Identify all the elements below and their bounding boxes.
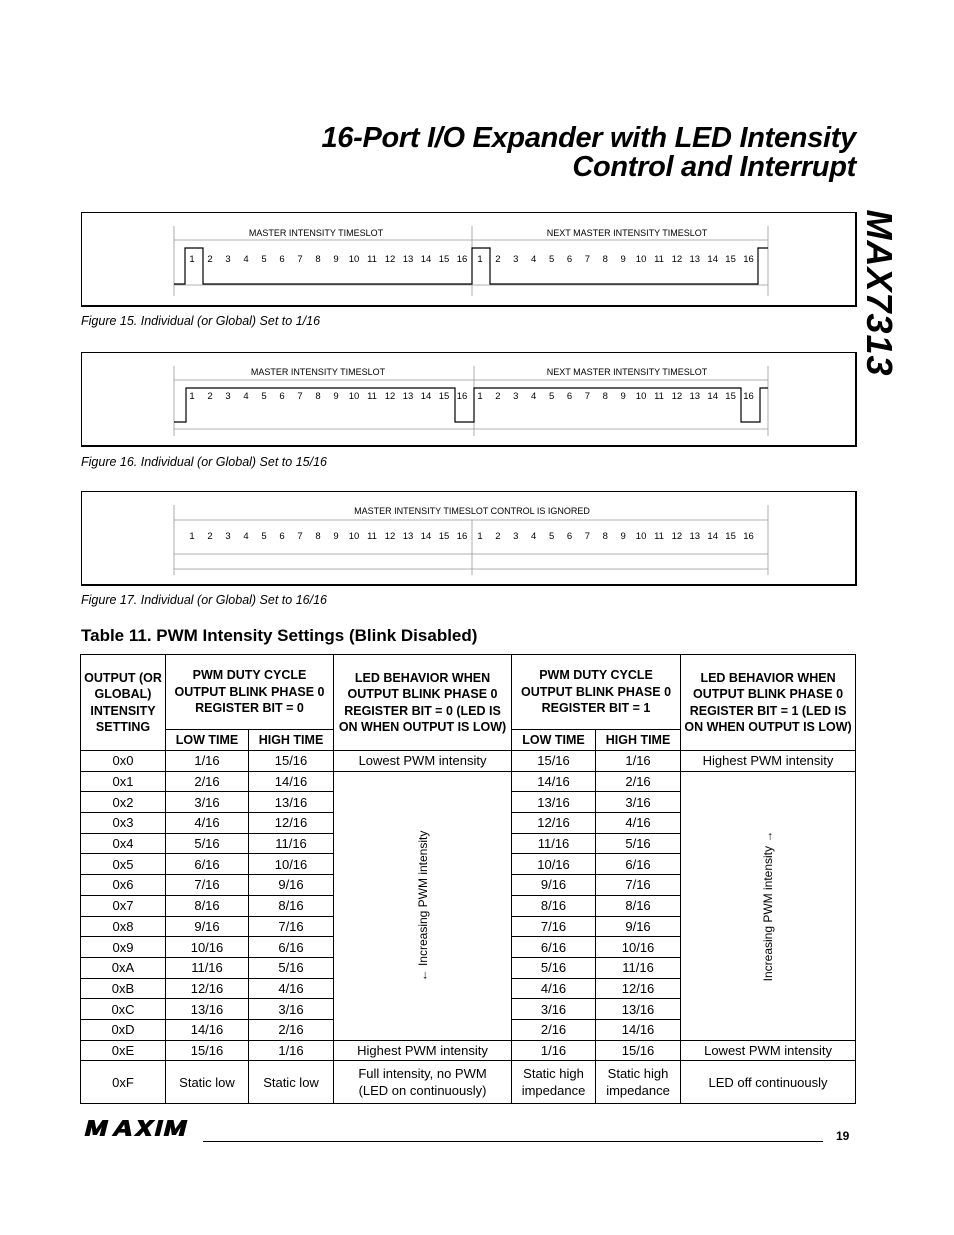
cell-high1: 1/16 [596, 751, 681, 772]
cell-setting: 0x7 [81, 895, 166, 916]
timeslot-number: 9 [620, 531, 626, 542]
cell-led0: Full intensity, no PWM (LED on continuously) [334, 1061, 512, 1104]
cell-low0: 6/16 [166, 854, 249, 875]
timeslot-number: 15 [725, 391, 736, 402]
fig15-label-left: MASTER INTENSITY TIMESLOT [248, 228, 384, 238]
cell-high0: Static low [249, 1061, 334, 1104]
cell-high1: 3/16 [596, 792, 681, 813]
cell-high0: 15/16 [249, 751, 334, 772]
increasing-intensity-right-label: Increasing PWM intensity → [761, 830, 776, 982]
cell-led1: Lowest PWM intensity [681, 1040, 856, 1061]
timeslot-number: 7 [584, 254, 591, 265]
cell-low0: Static low [166, 1061, 249, 1104]
timeslot-number: 8 [602, 391, 608, 402]
header-output-setting: OUTPUT (OR GLOBAL) INTENSITY SETTING [81, 655, 166, 751]
timing-diagram-17 [82, 492, 855, 584]
timeslot-number: 14 [420, 391, 432, 402]
timeslot-number: 8 [602, 531, 608, 542]
header-low-time-0: LOW TIME [166, 730, 249, 751]
timeslot-number: 8 [315, 391, 321, 402]
maxim-logo [83, 1118, 193, 1138]
cell-setting: 0xB [81, 978, 166, 999]
cell-setting: 0x2 [81, 792, 166, 813]
cell-low0: 9/16 [166, 916, 249, 937]
cell-low1: 14/16 [512, 771, 596, 792]
cell-low0: 4/16 [166, 813, 249, 834]
cell-high1: 7/16 [596, 875, 681, 896]
timeslot-number: 4 [243, 391, 249, 402]
timeslot-number: 7 [297, 531, 303, 542]
cell-high1: 8/16 [596, 895, 681, 916]
header-low-time-1: LOW TIME [512, 730, 596, 751]
header-led-phase1: LED BEHAVIOR WHEN OUTPUT BLINK PHASE 0 REGISTER BIT = 1 (LED IS ON WHEN OUTPUT IS LOW) [681, 655, 856, 751]
cell-setting: 0x8 [81, 916, 166, 937]
cell-setting: 0x3 [81, 813, 166, 834]
timeslot-number: 5 [261, 391, 267, 402]
timeslot-number: 4 [531, 254, 537, 265]
cell-high0: 3/16 [249, 999, 334, 1020]
timeslot-number: 11 [367, 391, 377, 402]
header-pwm-phase1: PWM DUTY CYCLE OUTPUT BLINK PHASE 0 REGISTER BIT = 1 [512, 655, 681, 730]
figure-15-caption: Figure 15. Individual (or Global) Set to 1/16 [81, 314, 321, 328]
timeslot-number: 5 [548, 254, 555, 265]
cell-low1: Static high impedance [512, 1061, 596, 1104]
fig16-label-left: MASTER INTENSITY TIMESLOT [250, 367, 386, 377]
figure-16-caption: Figure 16. Individual (or Global) Set to 15/16 [81, 455, 327, 469]
timeslot-number: 13 [689, 531, 701, 542]
timeslot-number: 16 [743, 391, 754, 402]
timeslot-number: 8 [315, 531, 321, 542]
cell-low1: 11/16 [512, 833, 596, 854]
cell-high0: 14/16 [249, 771, 334, 792]
timeslot-number: 13 [402, 391, 414, 402]
figure-17-caption: Figure 17. Individual (or Global) Set to 16/16 [81, 593, 327, 607]
cell-led1-increasing [681, 771, 856, 1040]
fig16-label-right: NEXT MASTER INTENSITY TIMESLOT [546, 367, 708, 377]
timeslot-number: 10 [635, 531, 647, 542]
timeslot-number: 6 [566, 254, 573, 265]
cell-high0: 11/16 [249, 833, 334, 854]
timeslot-number: 4 [531, 391, 537, 402]
cell-low1: 10/16 [512, 854, 596, 875]
cell-low1: 12/16 [512, 813, 596, 834]
table-body [81, 751, 856, 1104]
timeslot-number: 9 [333, 531, 339, 542]
side-part-number: MAX7313 [859, 209, 900, 377]
cell-setting: 0xF [81, 1061, 166, 1104]
timeslot-number: 11 [654, 254, 664, 265]
cell-high0: 6/16 [249, 937, 334, 958]
timeslot-number: 12 [671, 531, 683, 542]
timeslot-number: 15 [438, 391, 450, 402]
cell-led0-increasing [334, 771, 512, 1040]
footer-rule [203, 1141, 823, 1142]
timeslot-number: 14 [420, 254, 432, 265]
cell-high1: 5/16 [596, 833, 681, 854]
timeslot-number: 16 [456, 254, 468, 265]
timeslot-number: 14 [707, 391, 718, 402]
timeslot-number: 2 [207, 531, 213, 542]
cell-high0: 1/16 [249, 1040, 334, 1061]
timeslot-number: 12 [384, 391, 396, 402]
timeslot-number: 5 [548, 391, 555, 402]
cell-high1: 9/16 [596, 916, 681, 937]
timeslot-number: 15 [725, 531, 736, 542]
timeslot-number: 14 [707, 531, 718, 542]
cell-low1: 4/16 [512, 978, 596, 999]
timeslot-number: 2 [495, 391, 501, 402]
cell-high0: 9/16 [249, 875, 334, 896]
timeslot-number: 12 [384, 531, 396, 542]
cell-setting: 0x9 [81, 937, 166, 958]
timeslot-number: 1 [189, 391, 195, 402]
timeslot-number: 1 [477, 254, 483, 265]
timing-diagram-16 [82, 353, 855, 445]
cell-high0: 10/16 [249, 854, 334, 875]
timeslot-number: 9 [620, 391, 626, 402]
cell-led0: Highest PWM intensity [334, 1040, 512, 1061]
timeslot-number: 8 [315, 254, 321, 265]
cell-low1: 1/16 [512, 1040, 596, 1061]
timeslot-number: 3 [225, 254, 231, 265]
cell-high1: 13/16 [596, 999, 681, 1020]
cell-low1: 7/16 [512, 916, 596, 937]
fig17-label-center: MASTER INTENSITY TIMESLOT CONTROL IS IGNORED [354, 506, 590, 516]
timeslot-number: 3 [513, 254, 519, 265]
cell-setting: 0x4 [81, 833, 166, 854]
cell-setting: 0x1 [81, 771, 166, 792]
timeslot-number: 10 [635, 391, 647, 402]
timing-diagram-15 [82, 213, 855, 305]
cell-low1: 3/16 [512, 999, 596, 1020]
page-title: 16-Port I/O Expander with LED Intensity Control and Interrupt [321, 122, 856, 183]
timeslot-number: 6 [566, 391, 573, 402]
timeslot-number: 10 [348, 391, 360, 402]
cell-low1: 8/16 [512, 895, 596, 916]
cell-high1: Static high impedance [596, 1061, 681, 1104]
cell-low0: 2/16 [166, 771, 249, 792]
timeslot-number: 6 [279, 254, 285, 265]
timeslot-number: 11 [654, 391, 664, 402]
cell-setting: 0xE [81, 1040, 166, 1061]
timeslot-number: 11 [654, 531, 664, 542]
timeslot-number: 14 [707, 254, 718, 265]
timeslot-number: 1 [477, 391, 483, 402]
cell-high0: 8/16 [249, 895, 334, 916]
cell-low1: 9/16 [512, 875, 596, 896]
cell-high1: 6/16 [596, 854, 681, 875]
cell-setting: 0xA [81, 957, 166, 978]
timeslot-number: 15 [725, 254, 736, 265]
header-high-time-1: HIGH TIME [596, 730, 681, 751]
timeslot-number: 15 [438, 531, 450, 542]
figure-15 [81, 212, 857, 307]
cell-low0: 8/16 [166, 895, 249, 916]
cell-low0: 13/16 [166, 999, 249, 1020]
cell-low0: 10/16 [166, 937, 249, 958]
cell-low1: 5/16 [512, 957, 596, 978]
timeslot-number: 4 [243, 531, 249, 542]
cell-low1: 13/16 [512, 792, 596, 813]
timeslot-number: 9 [333, 391, 339, 402]
timeslot-number: 7 [584, 391, 591, 402]
cell-low0: 1/16 [166, 751, 249, 772]
fig15-label-right: NEXT MASTER INTENSITY TIMESLOT [546, 228, 708, 238]
header-high-time-0: HIGH TIME [249, 730, 334, 751]
cell-high1: 15/16 [596, 1040, 681, 1061]
cell-setting: 0x5 [81, 854, 166, 875]
cell-low0: 12/16 [166, 978, 249, 999]
cell-high1: 12/16 [596, 978, 681, 999]
figure-17 [81, 491, 857, 586]
timeslot-number: 12 [384, 254, 396, 265]
timeslot-number: 16 [456, 531, 468, 542]
timeslot-number: 7 [584, 531, 591, 542]
timeslot-number: 1 [189, 531, 195, 542]
timeslot-number: 7 [297, 391, 303, 402]
timeslot-number: 9 [333, 254, 339, 265]
timeslot-number: 12 [671, 254, 683, 265]
timeslot-number: 13 [402, 254, 414, 265]
cell-high1: 4/16 [596, 813, 681, 834]
timeslot-number: 3 [225, 391, 231, 402]
timeslot-number: 16 [743, 254, 754, 265]
table-row [81, 771, 856, 792]
timeslot-number: 15 [438, 254, 450, 265]
cell-led0: Lowest PWM intensity [334, 751, 512, 772]
cell-setting: 0xC [81, 999, 166, 1020]
cell-high0: 4/16 [249, 978, 334, 999]
timeslot-number: 10 [348, 254, 360, 265]
timeslot-number: 2 [207, 391, 213, 402]
timeslot-number: 3 [225, 531, 231, 542]
timeslot-number: 14 [420, 531, 432, 542]
cell-low1: 2/16 [512, 1019, 596, 1040]
header-led-phase0: LED BEHAVIOR WHEN OUTPUT BLINK PHASE 0 REGISTER BIT = 0 (LED IS ON WHEN OUTPUT IS LOW) [334, 655, 512, 751]
timeslot-number: 8 [602, 254, 608, 265]
timeslot-number: 4 [243, 254, 249, 265]
cell-low0: 7/16 [166, 875, 249, 896]
cell-low1: 6/16 [512, 937, 596, 958]
timeslot-number: 2 [207, 254, 213, 265]
cell-high0: 5/16 [249, 957, 334, 978]
cell-high0: 2/16 [249, 1019, 334, 1040]
timeslot-number: 16 [743, 531, 754, 542]
timeslot-number: 10 [635, 254, 647, 265]
increasing-intensity-left-label: ← Increasing PWM intensity [415, 830, 430, 982]
timeslot-number: 6 [279, 531, 285, 542]
cell-setting: 0x0 [81, 751, 166, 772]
timeslot-number: 1 [477, 531, 483, 542]
page-number: 19 [836, 1129, 850, 1143]
cell-setting: 0x6 [81, 875, 166, 896]
cell-high1: 14/16 [596, 1019, 681, 1040]
timeslot-number: 10 [348, 531, 360, 542]
timeslot-number: 3 [513, 531, 519, 542]
timeslot-number: 6 [566, 531, 573, 542]
pwm-settings-table [80, 654, 856, 1104]
table-row [81, 751, 856, 772]
timeslot-number: 9 [620, 254, 626, 265]
timeslot-number: 13 [689, 254, 701, 265]
cell-low0: 5/16 [166, 833, 249, 854]
cell-high0: 7/16 [249, 916, 334, 937]
cell-led1: Highest PWM intensity [681, 751, 856, 772]
cell-high1: 2/16 [596, 771, 681, 792]
timeslot-number: 4 [531, 531, 537, 542]
figure-16 [81, 352, 857, 447]
cell-low1: 15/16 [512, 751, 596, 772]
cell-low0: 3/16 [166, 792, 249, 813]
timeslot-number: 7 [297, 254, 303, 265]
cell-setting: 0xD [81, 1019, 166, 1040]
header-pwm-phase0: PWM DUTY CYCLE OUTPUT BLINK PHASE 0 REGISTER BIT = 0 [166, 655, 334, 730]
cell-low0: 11/16 [166, 957, 249, 978]
timeslot-number: 11 [367, 531, 377, 542]
timeslot-number: 13 [402, 531, 414, 542]
cell-high1: 11/16 [596, 957, 681, 978]
cell-high0: 13/16 [249, 792, 334, 813]
cell-low0: 15/16 [166, 1040, 249, 1061]
cell-high1: 10/16 [596, 937, 681, 958]
timeslot-number: 5 [261, 531, 267, 542]
table-row [81, 1040, 856, 1061]
timeslot-number: 5 [548, 531, 555, 542]
timeslot-number: 11 [367, 254, 377, 265]
timeslot-number: 16 [456, 391, 468, 402]
cell-low0: 14/16 [166, 1019, 249, 1040]
cell-high0: 12/16 [249, 813, 334, 834]
timeslot-number: 3 [513, 391, 519, 402]
table-row [81, 1061, 856, 1104]
cell-led1: LED off continuously [681, 1061, 856, 1104]
timeslot-number: 13 [689, 391, 701, 402]
timeslot-number: 5 [261, 254, 267, 265]
timeslot-number: 1 [189, 254, 195, 265]
timeslot-number: 2 [495, 531, 501, 542]
timeslot-number: 12 [671, 391, 683, 402]
table-title: Table 11. PWM Intensity Settings (Blink Disabled) [81, 626, 478, 645]
timeslot-number: 6 [279, 391, 285, 402]
timeslot-number: 2 [495, 254, 501, 265]
